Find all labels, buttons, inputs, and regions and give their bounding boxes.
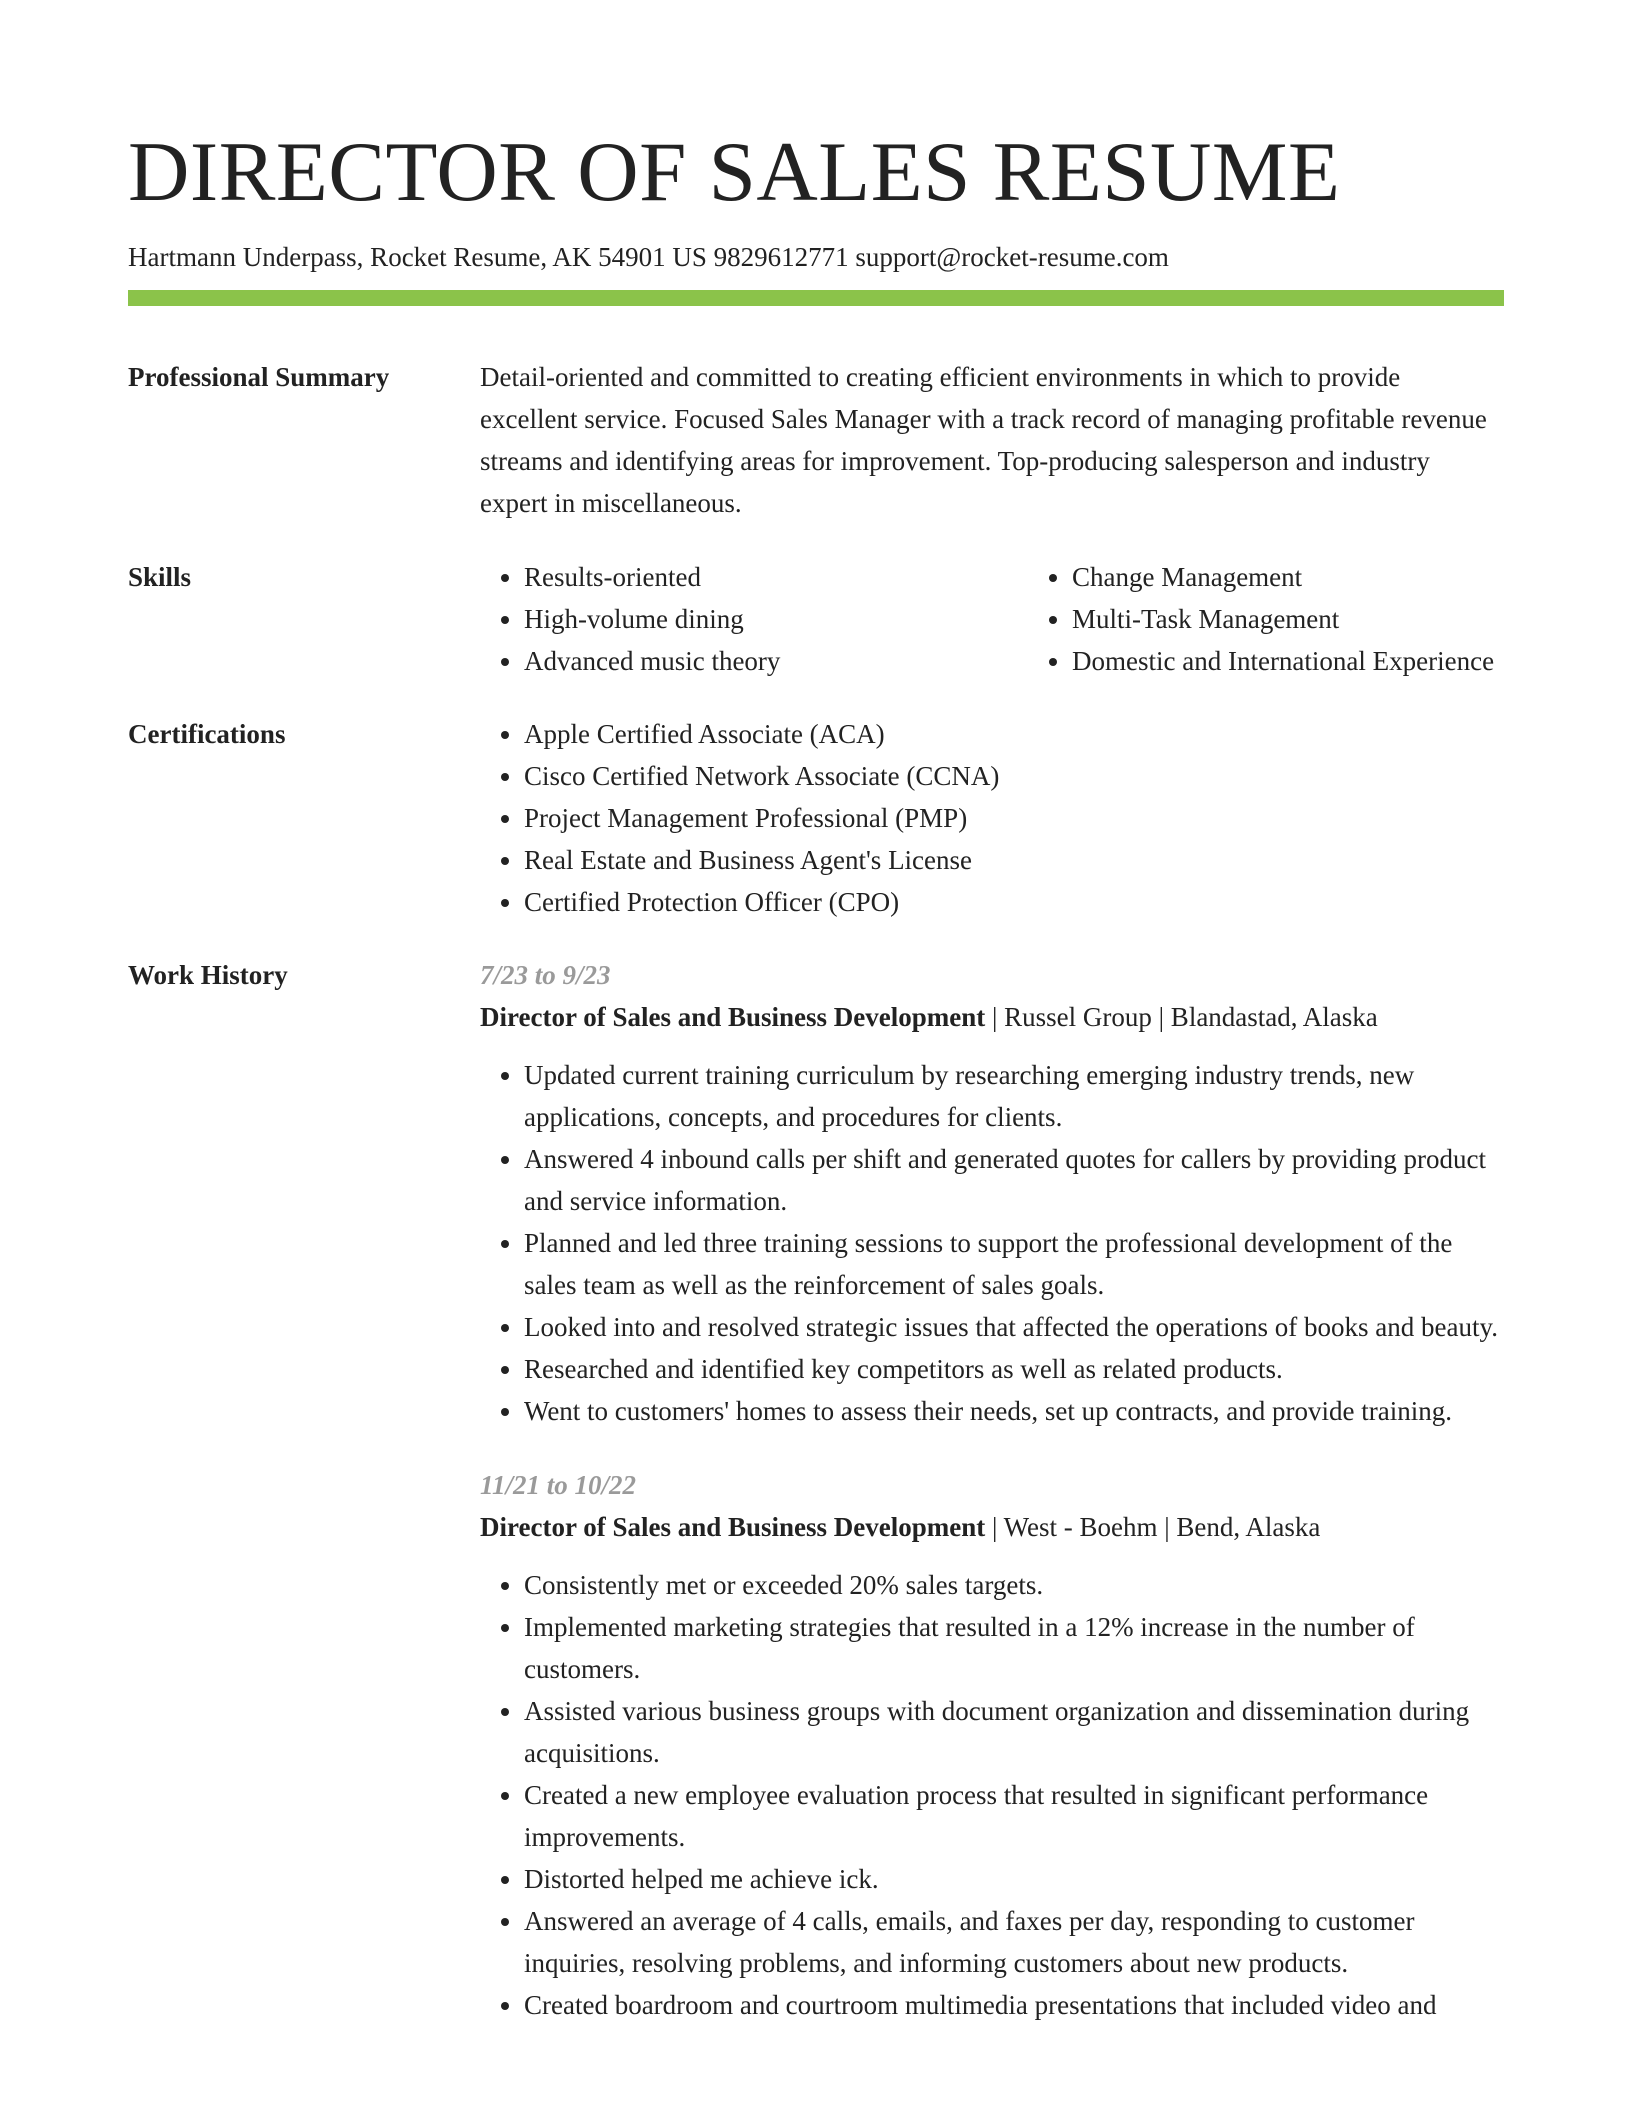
job-employer-location: | Russel Group | Blandastad, Alaska <box>985 1002 1378 1032</box>
job-duty: • Went to customers' homes to assess their needs, set up contracts, and provide training. <box>524 1390 1504 1432</box>
job-duty: • Answered 4 inbound calls per shift and generated quotes for callers by providing product and service information. <box>524 1138 1504 1222</box>
summary-heading: Professional Summary <box>128 362 390 392</box>
job-heading <box>480 1506 1504 1548</box>
header-divider <box>128 290 1504 306</box>
summary-section <box>128 356 1504 524</box>
certification-item: • Cisco Certified Network Associate (CCNA) <box>524 755 1504 797</box>
job-duty: • Created boardroom and courtroom multimedia presentations that included video and <box>524 1984 1504 2026</box>
job-duty: • Updated current training curriculum by researching emerging industry trends, new applications, concepts, and procedures for clients. <box>524 1054 1504 1138</box>
job-duty: • Implemented marketing strategies that resulted in a 12% increase in the number of customers. <box>524 1606 1504 1690</box>
job-duty: • Answered an average of 4 calls, emails, and faxes per day, responding to customer inquiries, resolving problems, and informing customers about new products. <box>524 1900 1504 1984</box>
certifications-body <box>480 713 1504 923</box>
skill-item: • Domestic and International Experience <box>1072 640 1504 682</box>
skill-item: • Multi-Task Management <box>1072 598 1504 640</box>
job-dates: 11/21 to 10/22 <box>480 1470 637 1500</box>
job-duties-list <box>480 1564 1504 2026</box>
skills-heading: Skills <box>128 562 192 592</box>
job-title: Director of Sales and Business Development <box>480 1002 986 1032</box>
certifications-list <box>480 713 1504 923</box>
job-duty: • Created a new employee evaluation process that resulted in significant performance improvements. <box>524 1774 1504 1858</box>
certifications-heading: Certifications <box>128 719 286 749</box>
job-duties-list <box>480 1054 1504 1432</box>
job-entry <box>480 954 1504 1432</box>
skills-section <box>128 556 1504 682</box>
skills-grid <box>480 556 1504 682</box>
certification-item: • Apple Certified Associate (ACA) <box>524 713 1504 755</box>
skills-list-left <box>480 556 1028 682</box>
certification-item: • Real Estate and Business Agent's License <box>524 839 1504 881</box>
contact-line: Hartmann Underpass, Rocket Resume, AK 54901 US 9829612771 support@rocket-resume.com <box>128 242 1169 272</box>
job-duty: • Assisted various business groups with document organization and dissemination during acquisitions. <box>524 1690 1504 1774</box>
job-duty: • Planned and led three training sessions to support the professional development of the sales team as well as the reinforcement of sales goals. <box>524 1222 1504 1306</box>
work-history-heading: Work History <box>128 960 288 990</box>
skill-item: • Results-oriented <box>524 556 1028 598</box>
job-dates: 7/23 to 9/23 <box>480 960 611 990</box>
summary-text: Detail-oriented and committed to creating efficient environments in which to provide excellent service. Focused Sales Manager with a track record of managing profitable revenue streams and identifying areas for improvement. Top-producing salesperson and industry expert in miscellaneous. <box>480 362 1487 518</box>
job-entry <box>480 1464 1504 2026</box>
skill-item: • High-volume dining <box>524 598 1028 640</box>
skill-item: • Change Management <box>1072 556 1504 598</box>
job-employer-location: | West - Boehm | Bend, Alaska <box>985 1512 1321 1542</box>
certification-item: • Project Management Professional (PMP) <box>524 797 1504 839</box>
job-duty: • Looked into and resolved strategic issues that affected the operations of books and beauty. <box>524 1306 1504 1348</box>
job-duty: • Consistently met or exceeded 20% sales targets. <box>524 1564 1504 1606</box>
work-history-section <box>128 954 1504 2026</box>
job-duty: • Researched and identified key competitors as well as related products. <box>524 1348 1504 1390</box>
skill-item: • Advanced music theory <box>524 640 1028 682</box>
resume-page <box>128 0 1504 2026</box>
job-heading <box>480 996 1504 1038</box>
certifications-section <box>128 713 1504 923</box>
resume-title: DIRECTOR OF SALES RESUME <box>128 125 1341 219</box>
job-title: Director of Sales and Business Development <box>480 1512 986 1542</box>
certification-item: • Certified Protection Officer (CPO) <box>524 881 1504 923</box>
skills-list-right <box>1028 556 1504 682</box>
work-history-body <box>480 954 1504 2026</box>
job-duty: • Distorted helped me achieve ick. <box>524 1858 1504 1900</box>
